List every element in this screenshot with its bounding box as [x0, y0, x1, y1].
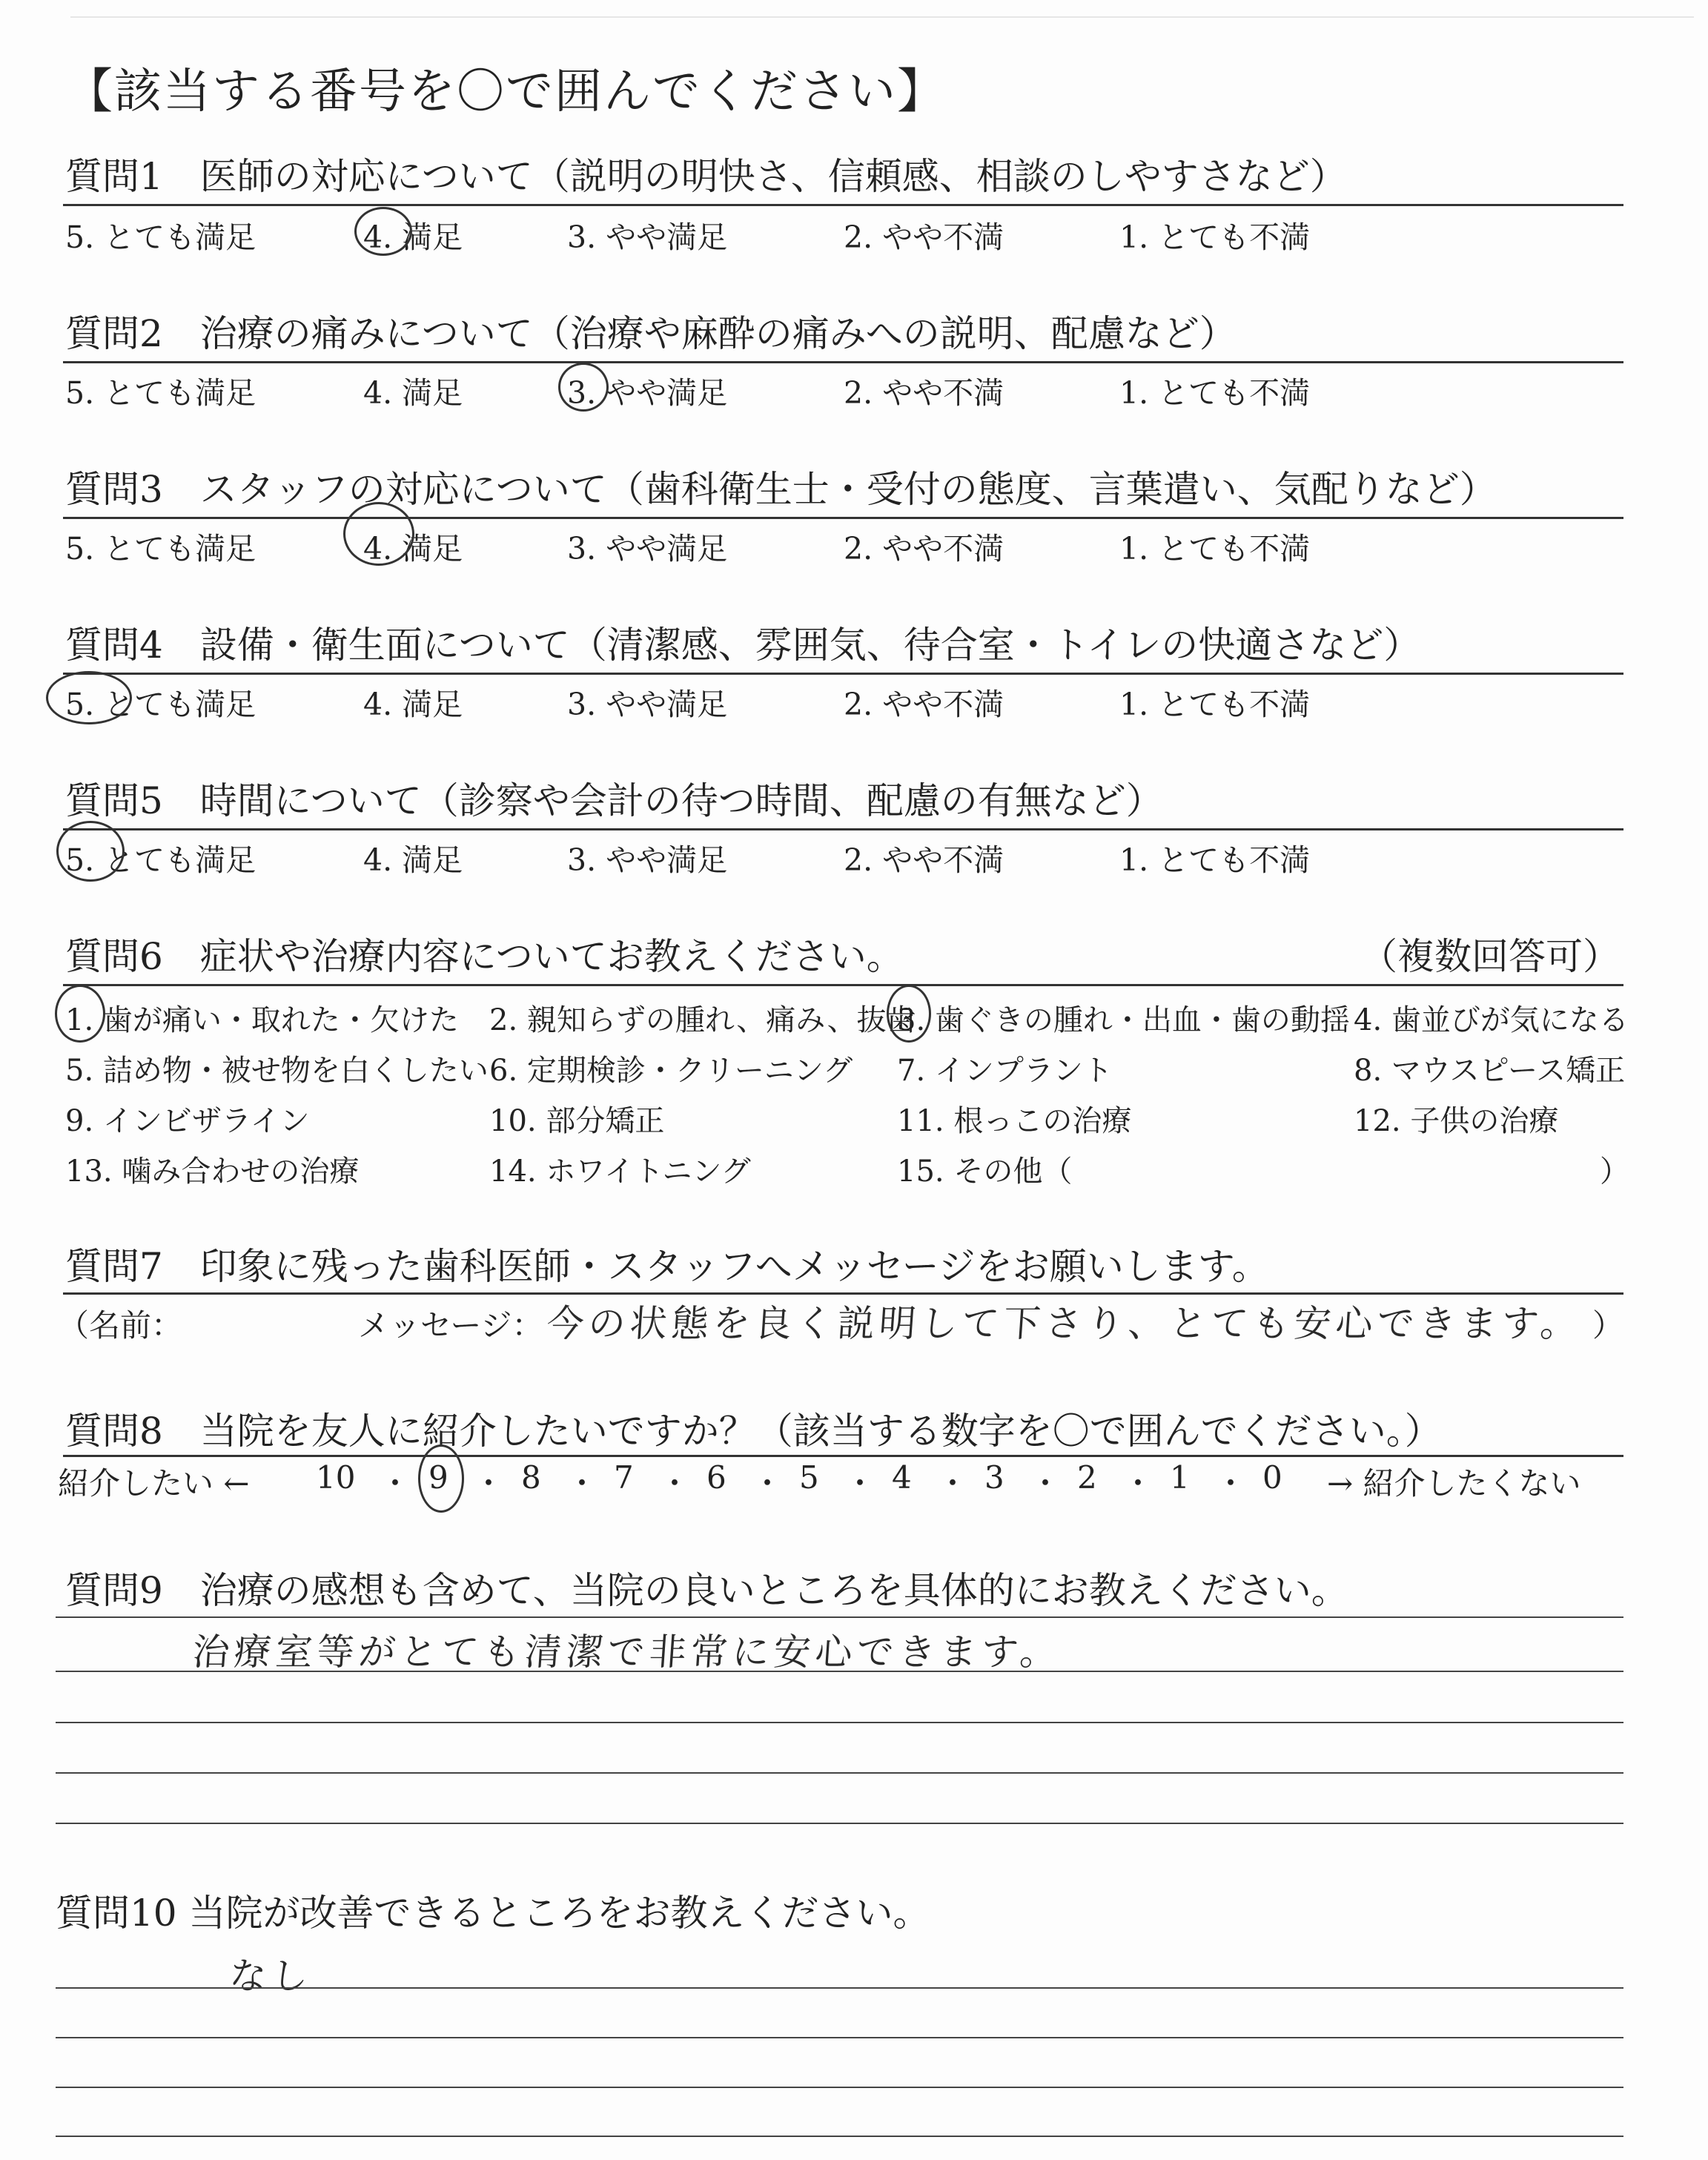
- q7-title: 質問7 印象に残った歯科医師・スタッフへメッセージをお願いします。: [65, 1245, 1269, 1288]
- q5-option-4[interactable]: 4. 満足: [363, 842, 463, 878]
- q6-other-close-paren: ）: [1600, 1155, 1629, 1189]
- q1-option-2[interactable]: 2. やや不満: [844, 219, 1004, 255]
- q8-separator: ・: [937, 1465, 969, 1502]
- q6-option-3[interactable]: 3. 歯ぐきの腫れ・出血・歯の動揺: [897, 1003, 1350, 1037]
- q8-number-10[interactable]: 10: [316, 1459, 356, 1496]
- q8-number-5[interactable]: 5: [799, 1459, 819, 1496]
- q4-option-4[interactable]: 4. 満足: [363, 687, 463, 722]
- q8-number-2[interactable]: 2: [1077, 1459, 1097, 1496]
- q1-selection-circle: [354, 207, 412, 256]
- q5-option-2[interactable]: 2. やや不満: [844, 842, 1004, 878]
- q5-option-1[interactable]: 1. とても不満: [1119, 842, 1311, 878]
- q3-selection-circle: [343, 502, 414, 566]
- q5-title: 質問5 時間について（診察や会計の待つ時間、配慮の有無など）: [65, 779, 1163, 822]
- q4-option-5[interactable]: 5. とても満足: [65, 687, 256, 722]
- q5-selection-circle: [56, 821, 125, 882]
- q6-option-7[interactable]: 7. インプラント: [897, 1054, 1113, 1088]
- q1-option-3[interactable]: 3. やや満足: [567, 219, 728, 255]
- q2-option-1[interactable]: 1. とても不満: [1119, 375, 1311, 411]
- q9-line-3: [56, 1722, 1623, 1723]
- q3-option-1[interactable]: 1. とても不満: [1119, 531, 1311, 567]
- q6-option-1[interactable]: 1. 歯が痛い・取れた・欠けた: [65, 1003, 459, 1037]
- q5-option-5[interactable]: 5. とても満足: [65, 842, 256, 878]
- q8-separator: ・: [1215, 1465, 1247, 1502]
- q9-line-5: [56, 1823, 1623, 1824]
- q3-option-3[interactable]: 3. やや満足: [567, 531, 728, 567]
- q8-title: 質問8 当院を友人に紹介したいですか？（該当する数字を〇で囲んでください。）: [65, 1410, 1442, 1453]
- q9-line-1: [56, 1616, 1623, 1618]
- q9-title: 質問9 治療の感想も含めて、当院の良いところを具体的にお教えください。: [65, 1569, 1348, 1612]
- q3-options: [65, 524, 1626, 567]
- q2-option-2[interactable]: 2. やや不満: [844, 375, 1004, 411]
- q6-selection-circle-3: [887, 985, 931, 1043]
- q2-option-3[interactable]: 3. やや満足: [567, 375, 728, 411]
- q10-line-4: [56, 2136, 1623, 2137]
- q10-line-2: [56, 2037, 1623, 2038]
- q8-number-6[interactable]: 6: [706, 1459, 726, 1496]
- q8-number-1[interactable]: 1: [1170, 1459, 1190, 1496]
- q4-option-3[interactable]: 3. やや満足: [567, 687, 728, 722]
- q6-options-grid: [65, 997, 1629, 1197]
- q1-options: [65, 213, 1626, 255]
- q5-rule: [63, 828, 1623, 830]
- q8-separator: ・: [752, 1465, 784, 1502]
- q1-option-4[interactable]: 4. 満足: [363, 219, 463, 255]
- q9-line-4: [56, 1772, 1623, 1774]
- q8-separator: ・: [844, 1465, 876, 1502]
- q6-option-10[interactable]: 10. 部分矯正: [489, 1104, 665, 1138]
- q9-answer-text[interactable]: 治療室等がとても清潔で非常に安心できます。: [191, 1631, 1063, 1674]
- q6-rule: [63, 984, 1623, 986]
- q3-option-4[interactable]: 4. 満足: [363, 531, 463, 567]
- q6-option-14[interactable]: 14. ホワイトニング: [489, 1155, 751, 1189]
- q10-title: 質問10 当院が改善できるところをお教えください。: [56, 1892, 930, 1935]
- q6-option-12[interactable]: 12. 子供の治療: [1354, 1104, 1559, 1138]
- q3-rule: [63, 517, 1623, 519]
- q1-rule: [63, 204, 1623, 206]
- q9-line-2: [56, 1671, 1623, 1672]
- q1-title: 質問1 医師の対応について（説明の明快さ、信頼感、相談のしやすさなど）: [65, 155, 1347, 198]
- q4-selection-circle: [46, 671, 132, 724]
- q10-answer-text[interactable]: なし: [228, 1955, 314, 1998]
- q6-option-11[interactable]: 11. 根っこの治療: [897, 1104, 1132, 1138]
- q7-close-paren: ）: [1592, 1307, 1624, 1344]
- q6-option-5[interactable]: 5. 詰め物・被せ物を白くしたい: [65, 1054, 489, 1088]
- q6-selection-circle-1: [55, 985, 105, 1043]
- q3-option-5[interactable]: 5. とても満足: [65, 531, 256, 567]
- q10-line-3: [56, 2087, 1623, 2088]
- q7-message-row: [58, 1294, 1624, 1345]
- q5-options: [65, 836, 1626, 878]
- q8-separator: ・: [566, 1465, 598, 1502]
- q7-name-label: （名前：: [58, 1307, 183, 1344]
- q8-number-4[interactable]: 4: [892, 1459, 912, 1496]
- q7-message-label: メッセージ：: [358, 1307, 543, 1344]
- q8-number-3[interactable]: 3: [984, 1459, 1004, 1496]
- q7-message-text[interactable]: 今の状態を良く説明して下さり、とても安心できます。: [545, 1302, 1583, 1345]
- q6-title: 質問6 症状や治療内容についてお教えください。: [65, 935, 904, 978]
- q4-option-2[interactable]: 2. やや不満: [844, 687, 1004, 722]
- q8-selection-circle: [418, 1444, 464, 1513]
- q2-option-4[interactable]: 4. 満足: [363, 375, 463, 411]
- q8-number-8[interactable]: 8: [521, 1459, 541, 1496]
- q8-number-0[interactable]: 0: [1262, 1459, 1282, 1496]
- q6-option-13[interactable]: 13. 噛み合わせの治療: [65, 1155, 360, 1189]
- q5-option-3[interactable]: 3. やや満足: [567, 842, 728, 878]
- q6-option-6[interactable]: 6. 定期検診・クリーニング: [489, 1054, 853, 1088]
- q4-rule: [63, 673, 1623, 675]
- q10-line-1: [56, 1987, 1623, 1989]
- q6-option-2[interactable]: 2. 親知らずの腫れ、痛み、抜歯: [489, 1003, 916, 1037]
- q2-option-5[interactable]: 5. とても満足: [65, 375, 256, 411]
- q4-option-1[interactable]: 1. とても不満: [1119, 687, 1311, 722]
- q1-option-5[interactable]: 5. とても満足: [65, 219, 256, 255]
- q1-option-1[interactable]: 1. とても不満: [1119, 219, 1311, 255]
- q2-title: 質問2 治療の痛みについて（治療や麻酔の痛みへの説明、配慮など）: [65, 312, 1237, 355]
- q6-option-15[interactable]: 15. その他（: [897, 1155, 1073, 1189]
- q8-rule: [63, 1455, 1623, 1457]
- q8-number-7[interactable]: 7: [614, 1459, 634, 1496]
- form-instruction: 【該当する番号を〇で囲んでください】: [65, 65, 946, 119]
- q8-separator: ・: [659, 1465, 691, 1502]
- q8-scale: [58, 1459, 1622, 1504]
- q8-number-9[interactable]: 9: [428, 1459, 448, 1496]
- q2-selection-circle: [558, 363, 609, 412]
- q6-option-8[interactable]: 8. マウスピース矯正: [1354, 1054, 1626, 1088]
- q8-left-label: 紹介したい ←: [58, 1465, 250, 1502]
- q4-options: [65, 680, 1626, 722]
- q4-title: 質問4 設備・衛生面について（清潔感、雰囲気、待合室・トイレの快適さなど）: [65, 624, 1421, 667]
- q6-note: （複数回答可）: [1360, 935, 1620, 978]
- q8-separator: ・: [1030, 1465, 1062, 1502]
- q6-option-4[interactable]: 4. 歯並びが気になる: [1354, 1003, 1629, 1037]
- q3-option-2[interactable]: 2. やや不満: [844, 531, 1004, 567]
- q8-separator: ・: [380, 1465, 411, 1502]
- q8-separator: ・: [473, 1465, 505, 1502]
- q8-right-label: → 紹介したくない: [1327, 1465, 1581, 1502]
- q3-title: 質問3 スタッフの対応について（歯科衛生士・受付の態度、言葉遣い、気配りなど）: [65, 468, 1497, 511]
- q8-separator: ・: [1122, 1465, 1154, 1502]
- q2-rule: [63, 361, 1623, 363]
- q6-option-9[interactable]: 9. インビザライン: [65, 1104, 310, 1138]
- q2-options: [65, 369, 1626, 411]
- top-border: [70, 16, 1694, 18]
